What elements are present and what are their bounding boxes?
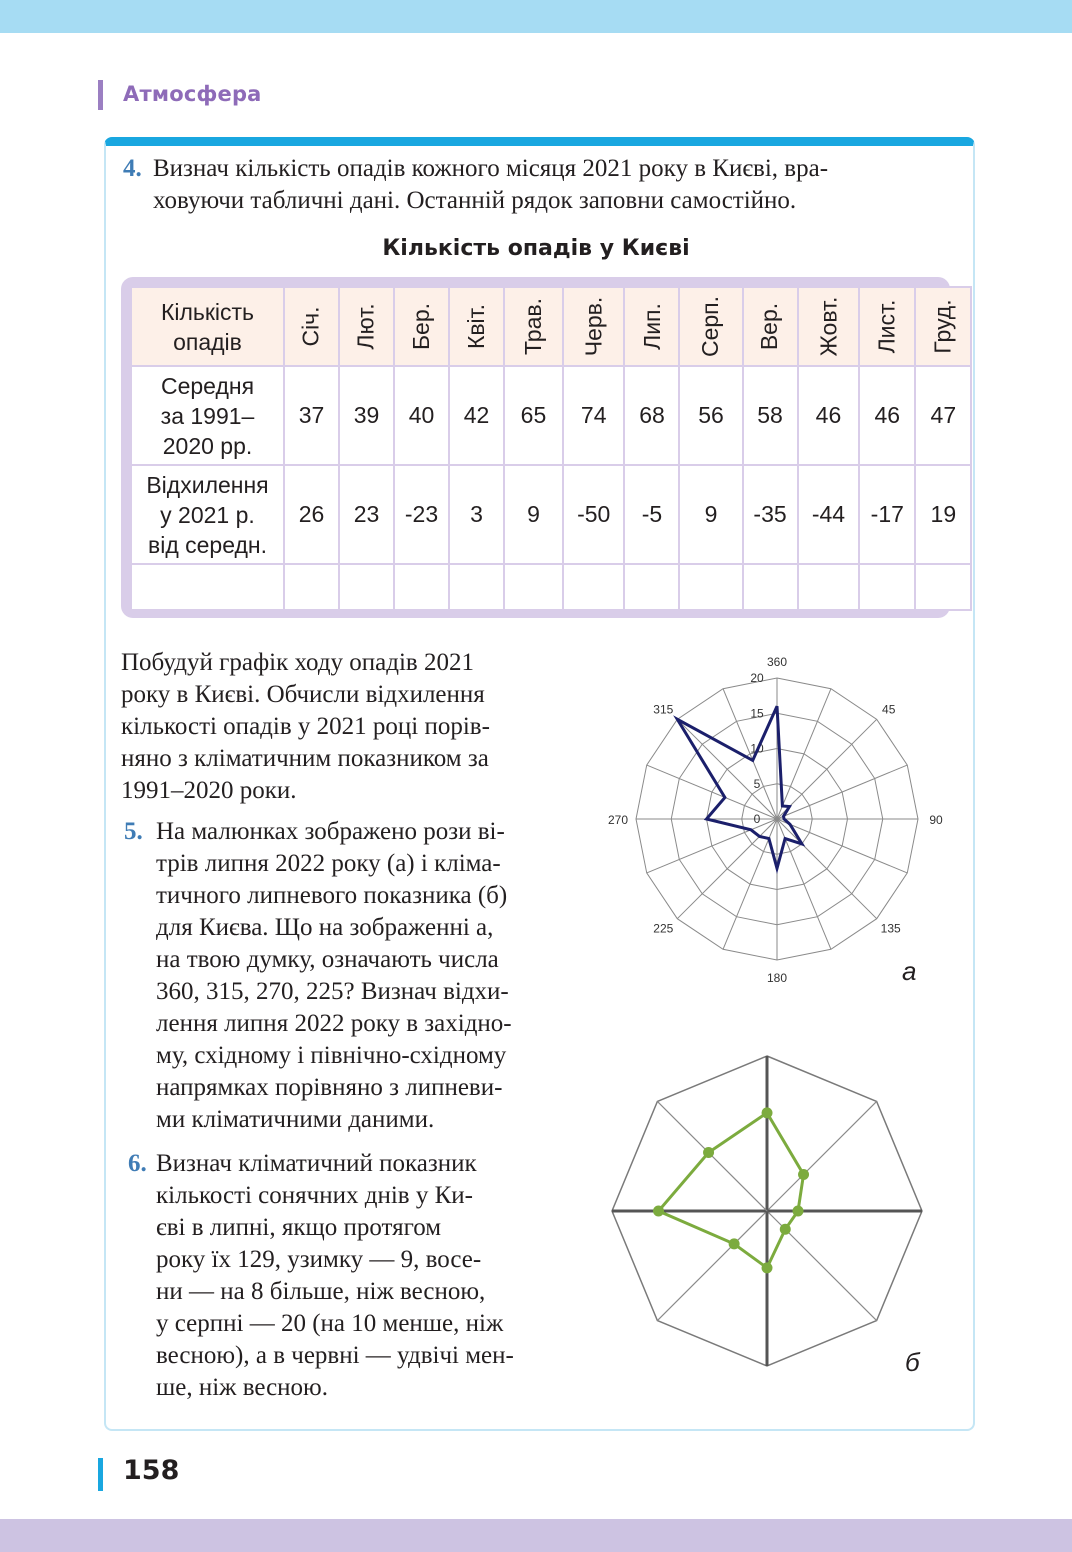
rose-a-angle-label: 180: [766, 971, 788, 985]
rose-a-spoke: [777, 689, 831, 819]
month-header: Вер.: [743, 287, 798, 366]
table-cell: -44: [798, 465, 860, 564]
table-cell: -17: [859, 465, 915, 564]
figure-b-letter: б: [905, 1347, 920, 1377]
month-header: Бер.: [394, 287, 449, 366]
rose-b-point: [653, 1206, 664, 1217]
text-line: му, східному і північно-східному: [156, 1042, 507, 1069]
table-cell: 47: [915, 366, 971, 465]
text-line: у серпні — 20 (на 10 менше, ніж: [156, 1310, 504, 1337]
empty-cell: [859, 564, 915, 610]
rose-a-angle-label: 225: [653, 921, 674, 936]
table-cell: 58: [743, 366, 798, 465]
table-cell: -50: [563, 465, 625, 564]
table-cell: 19: [915, 465, 971, 564]
section-title: Атмосфера: [123, 82, 262, 106]
empty-cell: [449, 564, 504, 610]
section-marker: [98, 80, 103, 110]
rose-a-spoke: [777, 719, 877, 819]
table-cell: 9: [679, 465, 742, 564]
table-cell: 23: [339, 465, 394, 564]
table-cell: 46: [798, 366, 860, 465]
rose-a-spoke: [777, 765, 907, 819]
text-line: 360, 315, 270, 225? Визнач відхи-: [156, 978, 509, 1005]
rose-a-angle-label: 135: [880, 921, 901, 936]
table-cell: 42: [449, 366, 504, 465]
text-line: на твою думку, означають числа: [156, 946, 499, 973]
text-line: кількості сонячних днів у Ки-: [156, 1182, 473, 1209]
page-number: 158: [123, 1455, 180, 1486]
empty-cell: [394, 564, 449, 610]
rose-b-spoke: [657, 1211, 767, 1321]
empty-cell: [284, 564, 339, 610]
rose-b-point: [793, 1206, 804, 1217]
rose-a-spoke: [777, 819, 907, 873]
task4-number: 4.: [123, 155, 142, 182]
row-label-average: Середня за 1991– 2020 рр.: [131, 366, 284, 465]
text-line: няно з кліматичним показником за: [121, 745, 489, 772]
text-line: весною), а в червні — удвічі мен-: [156, 1342, 514, 1369]
row-label-deviation: Відхилення у 2021 р. від середн.: [131, 465, 284, 564]
month-header: Черв.: [563, 287, 625, 366]
rose-a-angle-label: 90: [929, 813, 943, 827]
month-header: Жовт.: [798, 287, 860, 366]
table-cell: 37: [284, 366, 339, 465]
table-cell: 68: [624, 366, 679, 465]
month-header: Квіт.: [449, 287, 504, 366]
text-line: тичного липневого показника (б): [156, 882, 508, 909]
text-line: єві в липні, якщо протягом: [156, 1214, 442, 1241]
rose-b-point: [762, 1107, 773, 1118]
text-line: Побудуй графік ходу опадів 2021: [121, 649, 474, 676]
rose-b-point: [798, 1169, 809, 1180]
rose-a-spoke: [777, 819, 877, 919]
bottom-band: [0, 1519, 1072, 1552]
table-cell: -5: [624, 465, 679, 564]
table-cell: 56: [679, 366, 742, 465]
figure-a-letter: а: [902, 956, 917, 986]
rose-a-series: [677, 706, 802, 868]
task5-number: 5.: [124, 818, 143, 845]
table-row-deviation: [131, 465, 971, 564]
table-title: Кількість опадів у Києві: [382, 236, 690, 261]
rose-a-angle-label: 315: [653, 702, 674, 717]
month-header: Січ.: [284, 287, 339, 366]
rose-b-point: [729, 1238, 740, 1249]
empty-cell: [798, 564, 860, 610]
rose-a-radial-label: 15: [750, 706, 764, 721]
table-cell: 40: [394, 366, 449, 465]
top-band: [0, 0, 1072, 33]
table-cell: 9: [504, 465, 563, 564]
table-cell: 46: [859, 366, 915, 465]
corner-line1: Кількість: [160, 298, 255, 325]
rose-a-radial-label: 20: [750, 671, 764, 685]
table-cell: -35: [743, 465, 798, 564]
page-number-marker: [98, 1458, 103, 1491]
month-header: Лют.: [339, 287, 394, 366]
month-header: Лип.: [624, 287, 679, 366]
table-header-row: [131, 287, 971, 366]
empty-cell: [624, 564, 679, 610]
rose-b-point: [762, 1262, 773, 1273]
month-header: Лист.: [859, 287, 915, 366]
rose-b-point: [780, 1224, 791, 1235]
table-cell: 65: [504, 366, 563, 465]
precipitation-table: [130, 286, 972, 611]
empty-cell: [563, 564, 625, 610]
empty-cell: [743, 564, 798, 610]
table-cell: 74: [563, 366, 625, 465]
text-line: ни — на 8 більше, ніж весною,: [156, 1278, 486, 1305]
rose-a-radial-label: 10: [750, 741, 764, 756]
text-line: Визнач кліматичний показник: [156, 1150, 477, 1177]
empty-cell: [339, 564, 394, 610]
text-line: для Києва. Що на зображенні а,: [156, 914, 494, 941]
text-line: року в Києві. Обчисли відхилення: [121, 681, 485, 708]
empty-cell: [679, 564, 742, 610]
text-line: ше, ніж весною.: [156, 1374, 328, 1401]
task5-paragraph: [156, 816, 559, 1136]
task4-line1: Визнач кількість опадів кожного місяця 2021 року в Києві, вра-: [153, 155, 829, 182]
table-corner-cell: [131, 287, 284, 366]
wind-rose-b: [590, 1028, 960, 1398]
text-line: напрямках порівняно з липневи-: [156, 1074, 503, 1101]
month-header: Трав.: [504, 287, 563, 366]
wind-rose-a: [590, 650, 960, 995]
rose-a-angle-label: 270: [607, 813, 629, 827]
task6-number: 6.: [128, 1150, 147, 1177]
table-cell: 26: [284, 465, 339, 564]
text-line: року їх 129, узимку — 9, восе-: [156, 1246, 482, 1273]
text-line: На малюнках зображено рози ві-: [156, 818, 505, 845]
text-line: кількості опадів у 2021 році порів-: [121, 713, 490, 740]
corner-line2: опадів: [173, 328, 242, 355]
rose-a-radial-label: 5: [753, 776, 761, 791]
task4-line2: ховуючи табличні дані. Останній рядок заповни самостійно.: [153, 187, 797, 214]
month-header: Серп.: [679, 287, 742, 366]
table-cell: 39: [339, 366, 394, 465]
rose-a-spoke: [677, 819, 777, 919]
rose-a-spoke: [647, 819, 777, 873]
table-cell: 3: [449, 465, 504, 564]
rose-a-angle-label: 360: [766, 655, 788, 669]
rose-a-spoke: [677, 719, 777, 819]
build-task-paragraph: [121, 647, 559, 807]
task6-paragraph: [156, 1148, 559, 1404]
text-line: лення липня 2022 року в західно-: [156, 1010, 512, 1037]
empty-cell: [504, 564, 563, 610]
rose-a-radial-label: 0: [753, 812, 761, 826]
rose-a-angle-label: 45: [882, 702, 896, 717]
text-line: трів липня 2022 року (а) і кліма-: [156, 850, 501, 877]
table-row-empty: [131, 564, 971, 610]
month-header: Груд.: [915, 287, 971, 366]
empty-cell: [915, 564, 971, 610]
table-row-average: [131, 366, 971, 465]
empty-cell: [131, 564, 284, 610]
rose-b-spoke: [767, 1101, 877, 1211]
text-line: ми кліматичними даними.: [156, 1106, 435, 1133]
text-line: 1991–2020 роки.: [121, 777, 297, 804]
rose-b-point: [703, 1147, 714, 1158]
table-cell: -23: [394, 465, 449, 564]
